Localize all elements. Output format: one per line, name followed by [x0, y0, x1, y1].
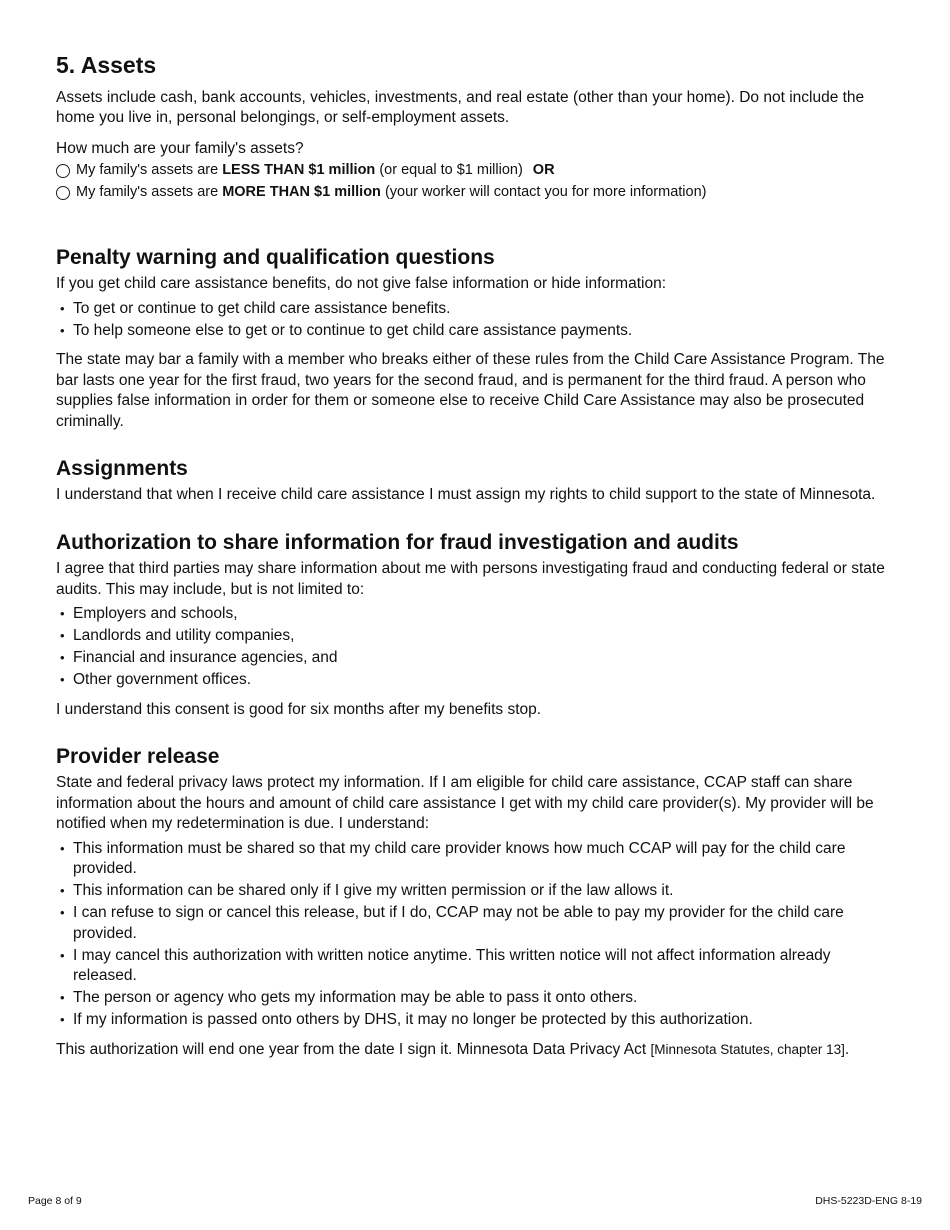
authorization-heading: Authorization to share information for fraud investigation and audits: [56, 530, 739, 554]
assignments-body: I understand that when I receive child care assistance I must assign my rights to child support to the state of Minnesota.: [56, 486, 876, 504]
list-item: • I can refuse to sign or cancel this release, but if I do, CCAP may not be able to pay my provider for the child care provided.: [56, 903, 896, 944]
authorization-intro: I agree that third parties may share information about me with persons investigating fraud and conducting federal or state audits. This may include, but is not limited to:: [56, 560, 885, 598]
option-label: [76, 182, 706, 203]
penalty-list: [56, 299, 896, 342]
penalty-section: [56, 245, 896, 432]
provider-release-section: [56, 744, 896, 1060]
penalty-heading: Penalty warning and qualification questions: [56, 246, 495, 270]
page-number: Page 8 of 9: [28, 1195, 82, 1207]
closing-text: This authorization will end one year from the date I sign it. Minnesota Data Privacy Act: [56, 1040, 651, 1058]
option-suffix: (your worker will contact you for more information): [380, 184, 707, 201]
assets-question: How much are your family's assets?: [56, 139, 304, 157]
list-item: • Financial and insurance agencies, and: [56, 648, 896, 669]
provider-list: [56, 839, 896, 1031]
list-item: • This information must be shared so that my child care provider knows how much CCAP will pay for the child care provided.: [56, 839, 896, 880]
penalty-body: The state may bar a family with a member who breaks either of these rules from the Child Care Assistance Program. The bar lasts one year for the first fraud, two years for the second fraud, and is permanent for the third fraud. A person who supplies false information in order for them or someone else to receive Child Care Assistance may also be prosecuted criminally.: [56, 351, 885, 430]
assets-option-less-than-1m[interactable]: [56, 160, 896, 181]
form-id: DHS-5223D-ENG 8-19: [815, 1195, 922, 1207]
list-item: • Landlords and utility companies,: [56, 626, 896, 647]
authorization-list: [56, 604, 896, 691]
penalty-intro: If you get child care assistance benefits, do not give false information or hide information:: [56, 275, 667, 293]
assets-option-more-than-1m[interactable]: [56, 182, 896, 203]
provider-heading: Provider release: [56, 745, 220, 769]
option-label: [76, 160, 523, 181]
radio-button-more[interactable]: [56, 186, 70, 200]
provider-intro: State and federal privacy laws protect my information. If I am eligible for child care assistance, CCAP staff can share information about the hours and amount of child care assistance I get with my child care provider(s). My provider will be notified when my redetermination is due. I understand:: [56, 774, 874, 833]
list-item: • Other government offices.: [56, 670, 896, 691]
assets-heading: 5. Assets: [56, 52, 157, 78]
list-item: • To get or continue to get child care assistance benefits.: [56, 299, 896, 320]
option-prefix: My family's assets are: [76, 162, 223, 179]
radio-button-less[interactable]: [56, 164, 70, 178]
authorization-closing: I understand this consent is good for six months after my benefits stop.: [56, 700, 542, 718]
list-item: • I may cancel this authorization with written notice anytime. This written notice will not affect information already released.: [56, 946, 896, 987]
or-label: OR: [532, 162, 555, 179]
provider-closing: [56, 1040, 896, 1061]
list-item: • The person or agency who gets my information may be able to pass it onto others.: [56, 988, 896, 1009]
assignments-heading: Assignments: [56, 457, 188, 481]
option-suffix: (or equal to $1 million): [375, 162, 523, 179]
assets-intro: Assets include cash, bank accounts, vehicles, investments, and real estate (other than your home). Do not include the home you live in, personal belongings, or self-employment assets.: [56, 88, 865, 127]
document-page: [56, 52, 896, 1060]
option-bold: LESS THAN $1 million: [222, 162, 376, 179]
option-bold: MORE THAN $1 million: [222, 184, 381, 201]
list-item: • Employers and schools,: [56, 604, 896, 625]
list-item: • If my information is passed onto others by DHS, it may no longer be protected by this authorization.: [56, 1010, 896, 1031]
authorization-section: [56, 530, 896, 720]
list-item: • This information can be shared only if I give my written permission or if the law allows it.: [56, 881, 896, 902]
assignments-section: [56, 456, 896, 506]
closing-period: .: [844, 1040, 850, 1058]
assets-section: [56, 52, 896, 203]
list-item: • To help someone else to get or to continue to get child care assistance payments.: [56, 321, 896, 342]
statute-citation: [Minnesota Statutes, chapter 13]: [650, 1041, 845, 1057]
option-prefix: My family's assets are: [76, 184, 223, 201]
